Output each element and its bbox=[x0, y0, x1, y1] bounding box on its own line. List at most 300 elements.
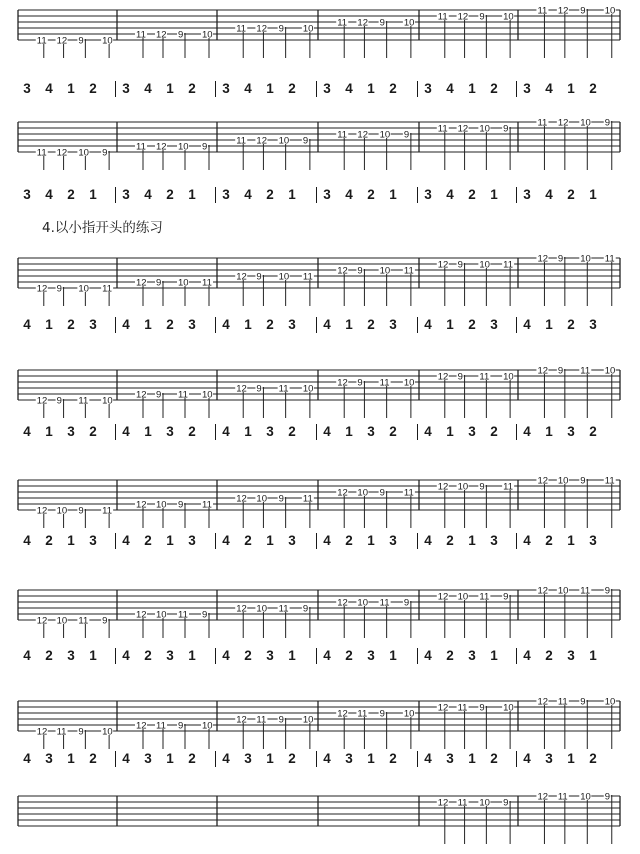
fret-number: 9 bbox=[403, 597, 410, 609]
finger-number: 2 bbox=[244, 533, 252, 548]
finger-number: 4 bbox=[523, 648, 531, 663]
fret-number: 10 bbox=[202, 720, 213, 732]
finger-number: 3 bbox=[266, 648, 274, 663]
fingering-barline bbox=[417, 648, 418, 664]
fret-number: 12 bbox=[337, 708, 348, 720]
finger-number: 4 bbox=[545, 81, 553, 96]
fret-number: 10 bbox=[457, 481, 469, 493]
finger-number: 4 bbox=[23, 533, 31, 548]
finger-number: 2 bbox=[490, 751, 498, 766]
fret-number: 9 bbox=[503, 123, 509, 135]
finger-number: 2 bbox=[89, 424, 97, 439]
fret-number: 9 bbox=[56, 395, 62, 407]
finger-number: 1 bbox=[45, 317, 53, 332]
finger-number: 3 bbox=[468, 648, 476, 663]
fret-number: 9 bbox=[357, 377, 363, 389]
finger-number: 4 bbox=[222, 533, 230, 548]
finger-number: 4 bbox=[446, 81, 454, 96]
fret-number: 11 bbox=[537, 5, 548, 17]
fret-number: 9 bbox=[479, 481, 485, 493]
fret-number: 12 bbox=[357, 129, 368, 141]
fret-number: 10 bbox=[580, 253, 591, 265]
fret-number: 10 bbox=[503, 702, 514, 714]
tab-staff bbox=[0, 791, 640, 854]
fingering-barline bbox=[417, 424, 418, 440]
fret-number: 12 bbox=[36, 395, 48, 407]
fret-number: 11 bbox=[557, 791, 568, 803]
fret-number: 10 bbox=[202, 389, 213, 401]
finger-number: 2 bbox=[589, 424, 597, 439]
fret-number: 9 bbox=[604, 791, 611, 803]
fret-number: 12 bbox=[457, 11, 469, 23]
fret-number: 12 bbox=[136, 277, 147, 289]
fret-number: 9 bbox=[78, 505, 84, 517]
finger-number: 2 bbox=[468, 187, 476, 202]
fingering-row bbox=[0, 186, 640, 208]
finger-number: 4 bbox=[144, 187, 152, 202]
fret-number: 10 bbox=[379, 129, 391, 141]
finger-number: 1 bbox=[389, 648, 397, 663]
fingering-row bbox=[0, 647, 640, 669]
fret-number: 10 bbox=[604, 696, 616, 708]
fret-number: 10 bbox=[557, 585, 569, 597]
fret-number: 11 bbox=[537, 117, 548, 129]
finger-number: 3 bbox=[545, 751, 553, 766]
fret-number: 11 bbox=[479, 371, 490, 383]
fret-number: 12 bbox=[437, 259, 449, 271]
fret-number: 12 bbox=[337, 597, 348, 609]
fret-number: 11 bbox=[580, 365, 591, 377]
finger-number: 2 bbox=[67, 187, 75, 202]
fret-number: 11 bbox=[256, 714, 267, 726]
finger-number: 3 bbox=[188, 317, 196, 332]
tab-staff bbox=[0, 365, 640, 428]
finger-number: 4 bbox=[222, 648, 230, 663]
fingering-barline bbox=[316, 187, 317, 203]
finger-number: 2 bbox=[490, 424, 498, 439]
finger-number: 2 bbox=[567, 187, 575, 202]
fret-number: 12 bbox=[56, 147, 68, 159]
finger-number: 4 bbox=[424, 317, 432, 332]
finger-number: 3 bbox=[166, 424, 174, 439]
finger-number: 3 bbox=[222, 187, 230, 202]
finger-number: 4 bbox=[23, 317, 31, 332]
fret-number: 11 bbox=[557, 696, 568, 708]
fingering-barline bbox=[115, 533, 116, 549]
fret-number: 10 bbox=[503, 371, 514, 383]
fret-number: 9 bbox=[156, 277, 162, 289]
fingering-barline bbox=[516, 648, 517, 664]
finger-number: 4 bbox=[244, 81, 252, 96]
finger-number: 3 bbox=[424, 187, 432, 202]
finger-number: 3 bbox=[89, 317, 97, 332]
fret-number: 11 bbox=[136, 141, 146, 153]
finger-number: 3 bbox=[567, 648, 575, 663]
fret-number: 9 bbox=[604, 585, 611, 597]
finger-number: 3 bbox=[67, 648, 75, 663]
fret-number: 12 bbox=[136, 389, 147, 401]
fret-number: 9 bbox=[56, 283, 62, 295]
finger-number: 3 bbox=[244, 751, 252, 766]
finger-number: 4 bbox=[23, 648, 31, 663]
fingering-barline bbox=[316, 81, 317, 97]
fret-number: 9 bbox=[457, 371, 463, 383]
tab-staff bbox=[0, 585, 640, 648]
finger-number: 1 bbox=[567, 751, 575, 766]
finger-number: 2 bbox=[589, 81, 597, 96]
fret-number: 12 bbox=[36, 505, 48, 517]
fret-number: 9 bbox=[479, 702, 485, 714]
finger-number: 1 bbox=[266, 81, 274, 96]
finger-number: 1 bbox=[367, 533, 375, 548]
fret-number: 12 bbox=[537, 475, 549, 487]
finger-number: 4 bbox=[323, 533, 331, 548]
fret-number: 12 bbox=[236, 603, 247, 615]
fingering-barline bbox=[115, 187, 116, 203]
fret-number: 11 bbox=[236, 23, 247, 35]
fret-number: 12 bbox=[236, 271, 247, 283]
fret-number: 12 bbox=[437, 591, 449, 603]
fingering-barline bbox=[316, 533, 317, 549]
finger-number: 4 bbox=[122, 533, 130, 548]
fret-number: 9 bbox=[379, 17, 385, 29]
finger-number: 2 bbox=[490, 81, 498, 96]
fingering-barline bbox=[417, 751, 418, 767]
fingering-row bbox=[0, 750, 640, 772]
finger-number: 1 bbox=[589, 187, 597, 202]
fret-number: 10 bbox=[78, 147, 89, 159]
finger-number: 1 bbox=[144, 424, 152, 439]
fingering-barline bbox=[115, 81, 116, 97]
finger-number: 4 bbox=[122, 424, 130, 439]
fret-number: 9 bbox=[479, 11, 485, 23]
finger-number: 4 bbox=[122, 751, 130, 766]
fret-number: 11 bbox=[379, 597, 390, 609]
fret-number: 10 bbox=[278, 135, 290, 147]
fingering-barline bbox=[516, 187, 517, 203]
fret-number: 11 bbox=[56, 726, 67, 738]
finger-number: 1 bbox=[288, 187, 296, 202]
fret-number: 9 bbox=[503, 591, 509, 603]
fingering-barline bbox=[115, 648, 116, 664]
finger-number: 1 bbox=[446, 317, 454, 332]
finger-number: 2 bbox=[266, 317, 274, 332]
finger-number: 4 bbox=[523, 317, 531, 332]
fret-number: 12 bbox=[537, 365, 549, 377]
fret-number: 9 bbox=[102, 147, 108, 159]
finger-number: 1 bbox=[67, 81, 75, 96]
fret-number: 10 bbox=[479, 797, 490, 809]
finger-number: 3 bbox=[589, 317, 597, 332]
fret-number: 9 bbox=[202, 609, 208, 621]
fret-number: 11 bbox=[302, 493, 313, 505]
fret-number: 11 bbox=[136, 29, 146, 41]
fret-number: 12 bbox=[256, 135, 267, 147]
fret-number: 11 bbox=[36, 35, 47, 47]
fret-number: 9 bbox=[580, 5, 586, 17]
fingering-barline bbox=[215, 648, 216, 664]
fret-number: 9 bbox=[278, 493, 284, 505]
finger-number: 3 bbox=[567, 424, 575, 439]
finger-number: 2 bbox=[567, 317, 575, 332]
finger-number: 2 bbox=[266, 187, 274, 202]
finger-number: 2 bbox=[166, 187, 174, 202]
finger-number: 4 bbox=[323, 751, 331, 766]
finger-number: 1 bbox=[468, 81, 476, 96]
finger-number: 2 bbox=[89, 81, 97, 96]
fret-number: 9 bbox=[557, 253, 564, 265]
finger-number: 1 bbox=[45, 424, 53, 439]
fingering-barline bbox=[417, 187, 418, 203]
fret-number: 9 bbox=[580, 696, 586, 708]
fret-number: 12 bbox=[357, 17, 368, 29]
finger-number: 3 bbox=[222, 81, 230, 96]
fret-number: 11 bbox=[78, 395, 89, 407]
fret-number: 12 bbox=[136, 609, 147, 621]
fret-number: 9 bbox=[178, 499, 184, 511]
finger-number: 2 bbox=[45, 648, 53, 663]
fret-number: 11 bbox=[337, 129, 348, 141]
finger-number: 1 bbox=[545, 424, 553, 439]
finger-number: 1 bbox=[288, 648, 296, 663]
finger-number: 1 bbox=[166, 81, 174, 96]
fret-number: 10 bbox=[403, 708, 415, 720]
fret-number: 12 bbox=[437, 371, 449, 383]
finger-number: 3 bbox=[144, 751, 152, 766]
fret-number: 12 bbox=[136, 720, 147, 732]
fingering-barline bbox=[316, 317, 317, 333]
fret-number: 11 bbox=[236, 135, 247, 147]
finger-number: 4 bbox=[323, 648, 331, 663]
fret-number: 12 bbox=[437, 481, 449, 493]
finger-number: 2 bbox=[188, 751, 196, 766]
finger-number: 2 bbox=[367, 187, 375, 202]
fret-number: 11 bbox=[278, 603, 289, 615]
finger-number: 1 bbox=[188, 187, 196, 202]
finger-number: 1 bbox=[166, 533, 174, 548]
finger-number: 2 bbox=[244, 648, 252, 663]
fret-number: 12 bbox=[537, 696, 549, 708]
fret-number: 10 bbox=[302, 23, 314, 35]
fret-number: 11 bbox=[78, 615, 89, 627]
fret-number: 9 bbox=[256, 383, 262, 395]
fret-number: 9 bbox=[78, 35, 84, 47]
fingering-barline bbox=[316, 648, 317, 664]
finger-number: 4 bbox=[45, 187, 53, 202]
finger-number: 2 bbox=[389, 424, 397, 439]
finger-number: 4 bbox=[23, 751, 31, 766]
fret-number: 10 bbox=[156, 499, 167, 511]
fret-number: 9 bbox=[178, 720, 184, 732]
fret-number: 11 bbox=[503, 481, 513, 493]
finger-number: 3 bbox=[266, 424, 274, 439]
fret-number: 12 bbox=[437, 797, 449, 809]
fret-number: 12 bbox=[437, 702, 449, 714]
fret-number: 9 bbox=[503, 797, 509, 809]
fret-number: 9 bbox=[102, 615, 108, 627]
fret-number: 10 bbox=[604, 365, 616, 377]
finger-number: 2 bbox=[288, 751, 296, 766]
fret-number: 12 bbox=[36, 726, 48, 738]
finger-number: 1 bbox=[367, 81, 375, 96]
finger-number: 1 bbox=[166, 751, 174, 766]
fret-number: 10 bbox=[604, 5, 616, 17]
fret-number: 11 bbox=[604, 475, 615, 487]
finger-number: 1 bbox=[144, 317, 152, 332]
fingering-barline bbox=[417, 533, 418, 549]
fingering-barline bbox=[215, 81, 216, 97]
finger-number: 4 bbox=[244, 187, 252, 202]
finger-number: 1 bbox=[468, 533, 476, 548]
fret-number: 12 bbox=[337, 487, 348, 499]
fret-number: 12 bbox=[236, 383, 247, 395]
finger-number: 3 bbox=[188, 533, 196, 548]
finger-number: 3 bbox=[122, 81, 130, 96]
finger-number: 2 bbox=[288, 81, 296, 96]
finger-number: 2 bbox=[446, 648, 454, 663]
finger-number: 3 bbox=[323, 187, 331, 202]
fret-number: 9 bbox=[580, 475, 586, 487]
finger-number: 2 bbox=[45, 533, 53, 548]
fret-number: 11 bbox=[102, 505, 112, 517]
finger-number: 2 bbox=[389, 81, 397, 96]
fret-number: 9 bbox=[302, 603, 309, 615]
finger-number: 4 bbox=[345, 187, 353, 202]
fret-number: 11 bbox=[503, 259, 513, 271]
finger-number: 1 bbox=[266, 751, 274, 766]
fingering-barline bbox=[316, 424, 317, 440]
finger-number: 4 bbox=[345, 81, 353, 96]
fret-number: 10 bbox=[403, 377, 415, 389]
finger-number: 3 bbox=[389, 317, 397, 332]
finger-number: 2 bbox=[345, 533, 353, 548]
fingering-barline bbox=[115, 751, 116, 767]
fingering-barline bbox=[215, 751, 216, 767]
finger-number: 1 bbox=[389, 187, 397, 202]
finger-number: 4 bbox=[424, 533, 432, 548]
tab-staff bbox=[0, 475, 640, 538]
fret-number: 10 bbox=[156, 609, 167, 621]
fret-number: 12 bbox=[457, 123, 469, 135]
finger-number: 4 bbox=[323, 317, 331, 332]
fret-number: 11 bbox=[403, 487, 414, 499]
fret-number: 12 bbox=[337, 377, 348, 389]
finger-number: 1 bbox=[67, 751, 75, 766]
finger-number: 2 bbox=[389, 751, 397, 766]
finger-number: 3 bbox=[367, 648, 375, 663]
fret-number: 9 bbox=[156, 389, 162, 401]
finger-number: 2 bbox=[545, 533, 553, 548]
fret-number: 12 bbox=[537, 253, 549, 265]
finger-number: 4 bbox=[446, 187, 454, 202]
finger-number: 3 bbox=[45, 751, 53, 766]
finger-number: 2 bbox=[589, 751, 597, 766]
fret-number: 11 bbox=[36, 147, 47, 159]
finger-number: 1 bbox=[89, 187, 97, 202]
fret-number: 9 bbox=[403, 129, 410, 141]
finger-number: 3 bbox=[389, 533, 397, 548]
fret-number: 10 bbox=[557, 475, 569, 487]
fret-number: 12 bbox=[156, 29, 167, 41]
fingering-barline bbox=[215, 533, 216, 549]
fret-number: 12 bbox=[557, 117, 569, 129]
fret-number: 11 bbox=[457, 797, 468, 809]
fret-number: 9 bbox=[202, 141, 208, 153]
fret-number: 10 bbox=[357, 487, 368, 499]
fret-number: 10 bbox=[503, 11, 514, 23]
finger-number: 4 bbox=[424, 424, 432, 439]
fret-number: 10 bbox=[357, 597, 368, 609]
finger-number: 1 bbox=[67, 533, 75, 548]
fret-number: 10 bbox=[202, 29, 213, 41]
fret-number: 9 bbox=[302, 135, 309, 147]
finger-number: 3 bbox=[523, 187, 531, 202]
fingering-barline bbox=[215, 424, 216, 440]
finger-number: 1 bbox=[188, 648, 196, 663]
fret-number: 11 bbox=[178, 389, 188, 401]
fret-number: 12 bbox=[136, 499, 147, 511]
fret-number: 10 bbox=[178, 141, 189, 153]
finger-number: 4 bbox=[222, 424, 230, 439]
finger-number: 3 bbox=[23, 81, 31, 96]
finger-number: 3 bbox=[446, 751, 454, 766]
fret-number: 11 bbox=[337, 17, 348, 29]
fret-number: 10 bbox=[102, 35, 113, 47]
fret-number: 11 bbox=[604, 253, 615, 265]
finger-number: 2 bbox=[367, 317, 375, 332]
finger-number: 3 bbox=[490, 533, 498, 548]
fret-number: 11 bbox=[156, 720, 166, 732]
fret-number: 10 bbox=[457, 591, 469, 603]
finger-number: 4 bbox=[144, 81, 152, 96]
fret-number: 11 bbox=[479, 591, 490, 603]
finger-number: 2 bbox=[144, 648, 152, 663]
finger-number: 3 bbox=[589, 533, 597, 548]
fret-number: 10 bbox=[379, 265, 391, 277]
finger-number: 2 bbox=[166, 317, 174, 332]
fingering-row bbox=[0, 532, 640, 554]
fingering-barline bbox=[516, 81, 517, 97]
fret-number: 12 bbox=[36, 283, 48, 295]
fingering-barline bbox=[316, 751, 317, 767]
finger-number: 3 bbox=[468, 424, 476, 439]
finger-number: 1 bbox=[468, 751, 476, 766]
fingering-barline bbox=[417, 317, 418, 333]
fingering-barline bbox=[215, 317, 216, 333]
finger-number: 3 bbox=[23, 187, 31, 202]
finger-number: 4 bbox=[424, 648, 432, 663]
finger-number: 3 bbox=[367, 424, 375, 439]
finger-number: 4 bbox=[122, 317, 130, 332]
fret-number: 11 bbox=[202, 277, 212, 289]
finger-number: 1 bbox=[490, 187, 498, 202]
finger-number: 2 bbox=[468, 317, 476, 332]
fret-number: 11 bbox=[178, 609, 188, 621]
finger-number: 1 bbox=[266, 533, 274, 548]
finger-number: 2 bbox=[345, 648, 353, 663]
fingering-barline bbox=[215, 187, 216, 203]
fingering-barline bbox=[115, 424, 116, 440]
fret-number: 12 bbox=[537, 585, 549, 597]
finger-number: 3 bbox=[323, 81, 331, 96]
fret-number: 9 bbox=[379, 487, 385, 499]
fret-number: 12 bbox=[236, 714, 247, 726]
finger-number: 4 bbox=[545, 187, 553, 202]
fret-number: 9 bbox=[604, 117, 611, 129]
finger-number: 2 bbox=[144, 533, 152, 548]
fingering-barline bbox=[516, 533, 517, 549]
fingering-barline bbox=[417, 81, 418, 97]
